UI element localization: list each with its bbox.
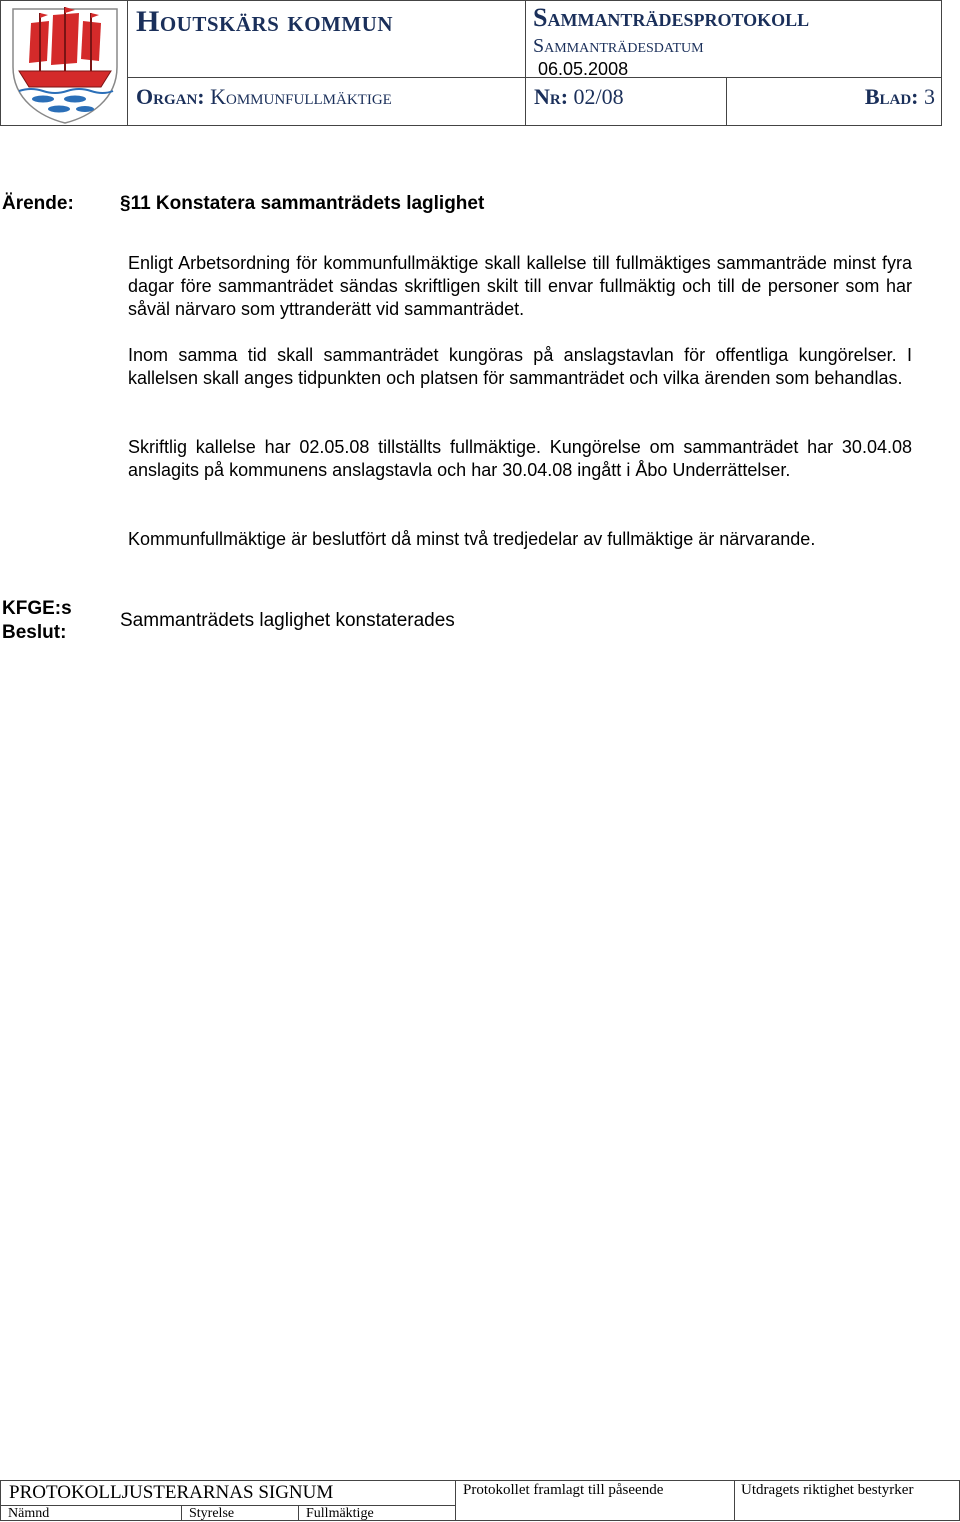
crest-cell [0,0,128,126]
decision-label [2,597,72,645]
meeting-date-label: Sammanträdesdatum [533,35,704,57]
page-value: 3 [924,84,935,109]
page-label: Blad: [864,84,919,109]
decision-label-line-1: KFGE:s [2,598,72,619]
executive-label: Styrelse [189,1506,235,1521]
board-label: Nämnd [8,1506,50,1521]
organ-value: Kommunfullmäktige [210,84,392,109]
page-field [865,84,935,110]
document-header [0,0,942,126]
organ-label: Organ: [136,84,205,109]
document-type: Sammanträdesprotokoll [533,3,810,32]
coat-of-arms-ship-icon [9,5,121,125]
organ-cell [127,77,526,126]
council-cell [298,1505,456,1521]
municipality-cell [127,0,526,78]
extract-label: Utdragets riktighet bestyrker [741,1482,914,1498]
municipality-name: Houtskärs kommun [136,5,394,38]
presented-label: Protokollet framlagt till påseende [463,1482,664,1498]
meeting-date: 06.05.2008 [538,59,629,79]
signature-cell [0,1480,456,1506]
number-value: 02/08 [573,84,624,109]
paragraph-2: Inom samma tid skall sammanträdet kungöras på anslagstavlan för offentliga kungörelser. I kallelsen skall anges tidpunkten och platsen för sammanträdet och vilka ärenden som behandlas. [128,345,912,388]
executive-cell [181,1505,299,1521]
board-cell [0,1505,182,1521]
signature-label: PROTOKOLLJUSTERARNAS SIGNUM [9,1482,334,1503]
document-footer [0,1480,960,1521]
decision-text: Sammanträdets laglighet konstaterades [120,610,455,631]
arende-label: Ärende: [2,193,74,214]
extract-cell [734,1480,960,1521]
presented-cell [455,1480,735,1521]
page-cell [726,77,942,126]
section-title: §11 Konstatera sammanträdets laglighet [120,193,485,214]
protocol-cell [525,0,942,78]
organ-field [136,84,392,110]
number-label: Nr: [534,84,569,109]
number-field [534,84,624,110]
paragraph-3: Skriftlig kallelse har 02.05.08 tillställts fullmäktige. Kungörelse om sammanträdet har 30.04.08 anslagits på kommunens anslagstavla och har 30.04.08 ingått i Åbo Underrättelser. [128,437,912,480]
number-cell [525,77,727,126]
council-label: Fullmäktige [306,1506,374,1521]
decision-label-line-2: Beslut: [2,622,67,643]
paragraph-1: Enligt Arbetsordning för kommunfullmäktige skall kallelse till fullmäktiges sammanträde minst fyra dagar före sammanträdet sändas skriftligen skilt till envar fullmäktig och till de personer som har såväl närvaro som yttranderätt vid sammanträdet. [128,253,912,319]
paragraph-4: Kommunfullmäktige är beslutfört då minst två tredjedelar av fullmäktige är närvarande. [128,529,816,549]
